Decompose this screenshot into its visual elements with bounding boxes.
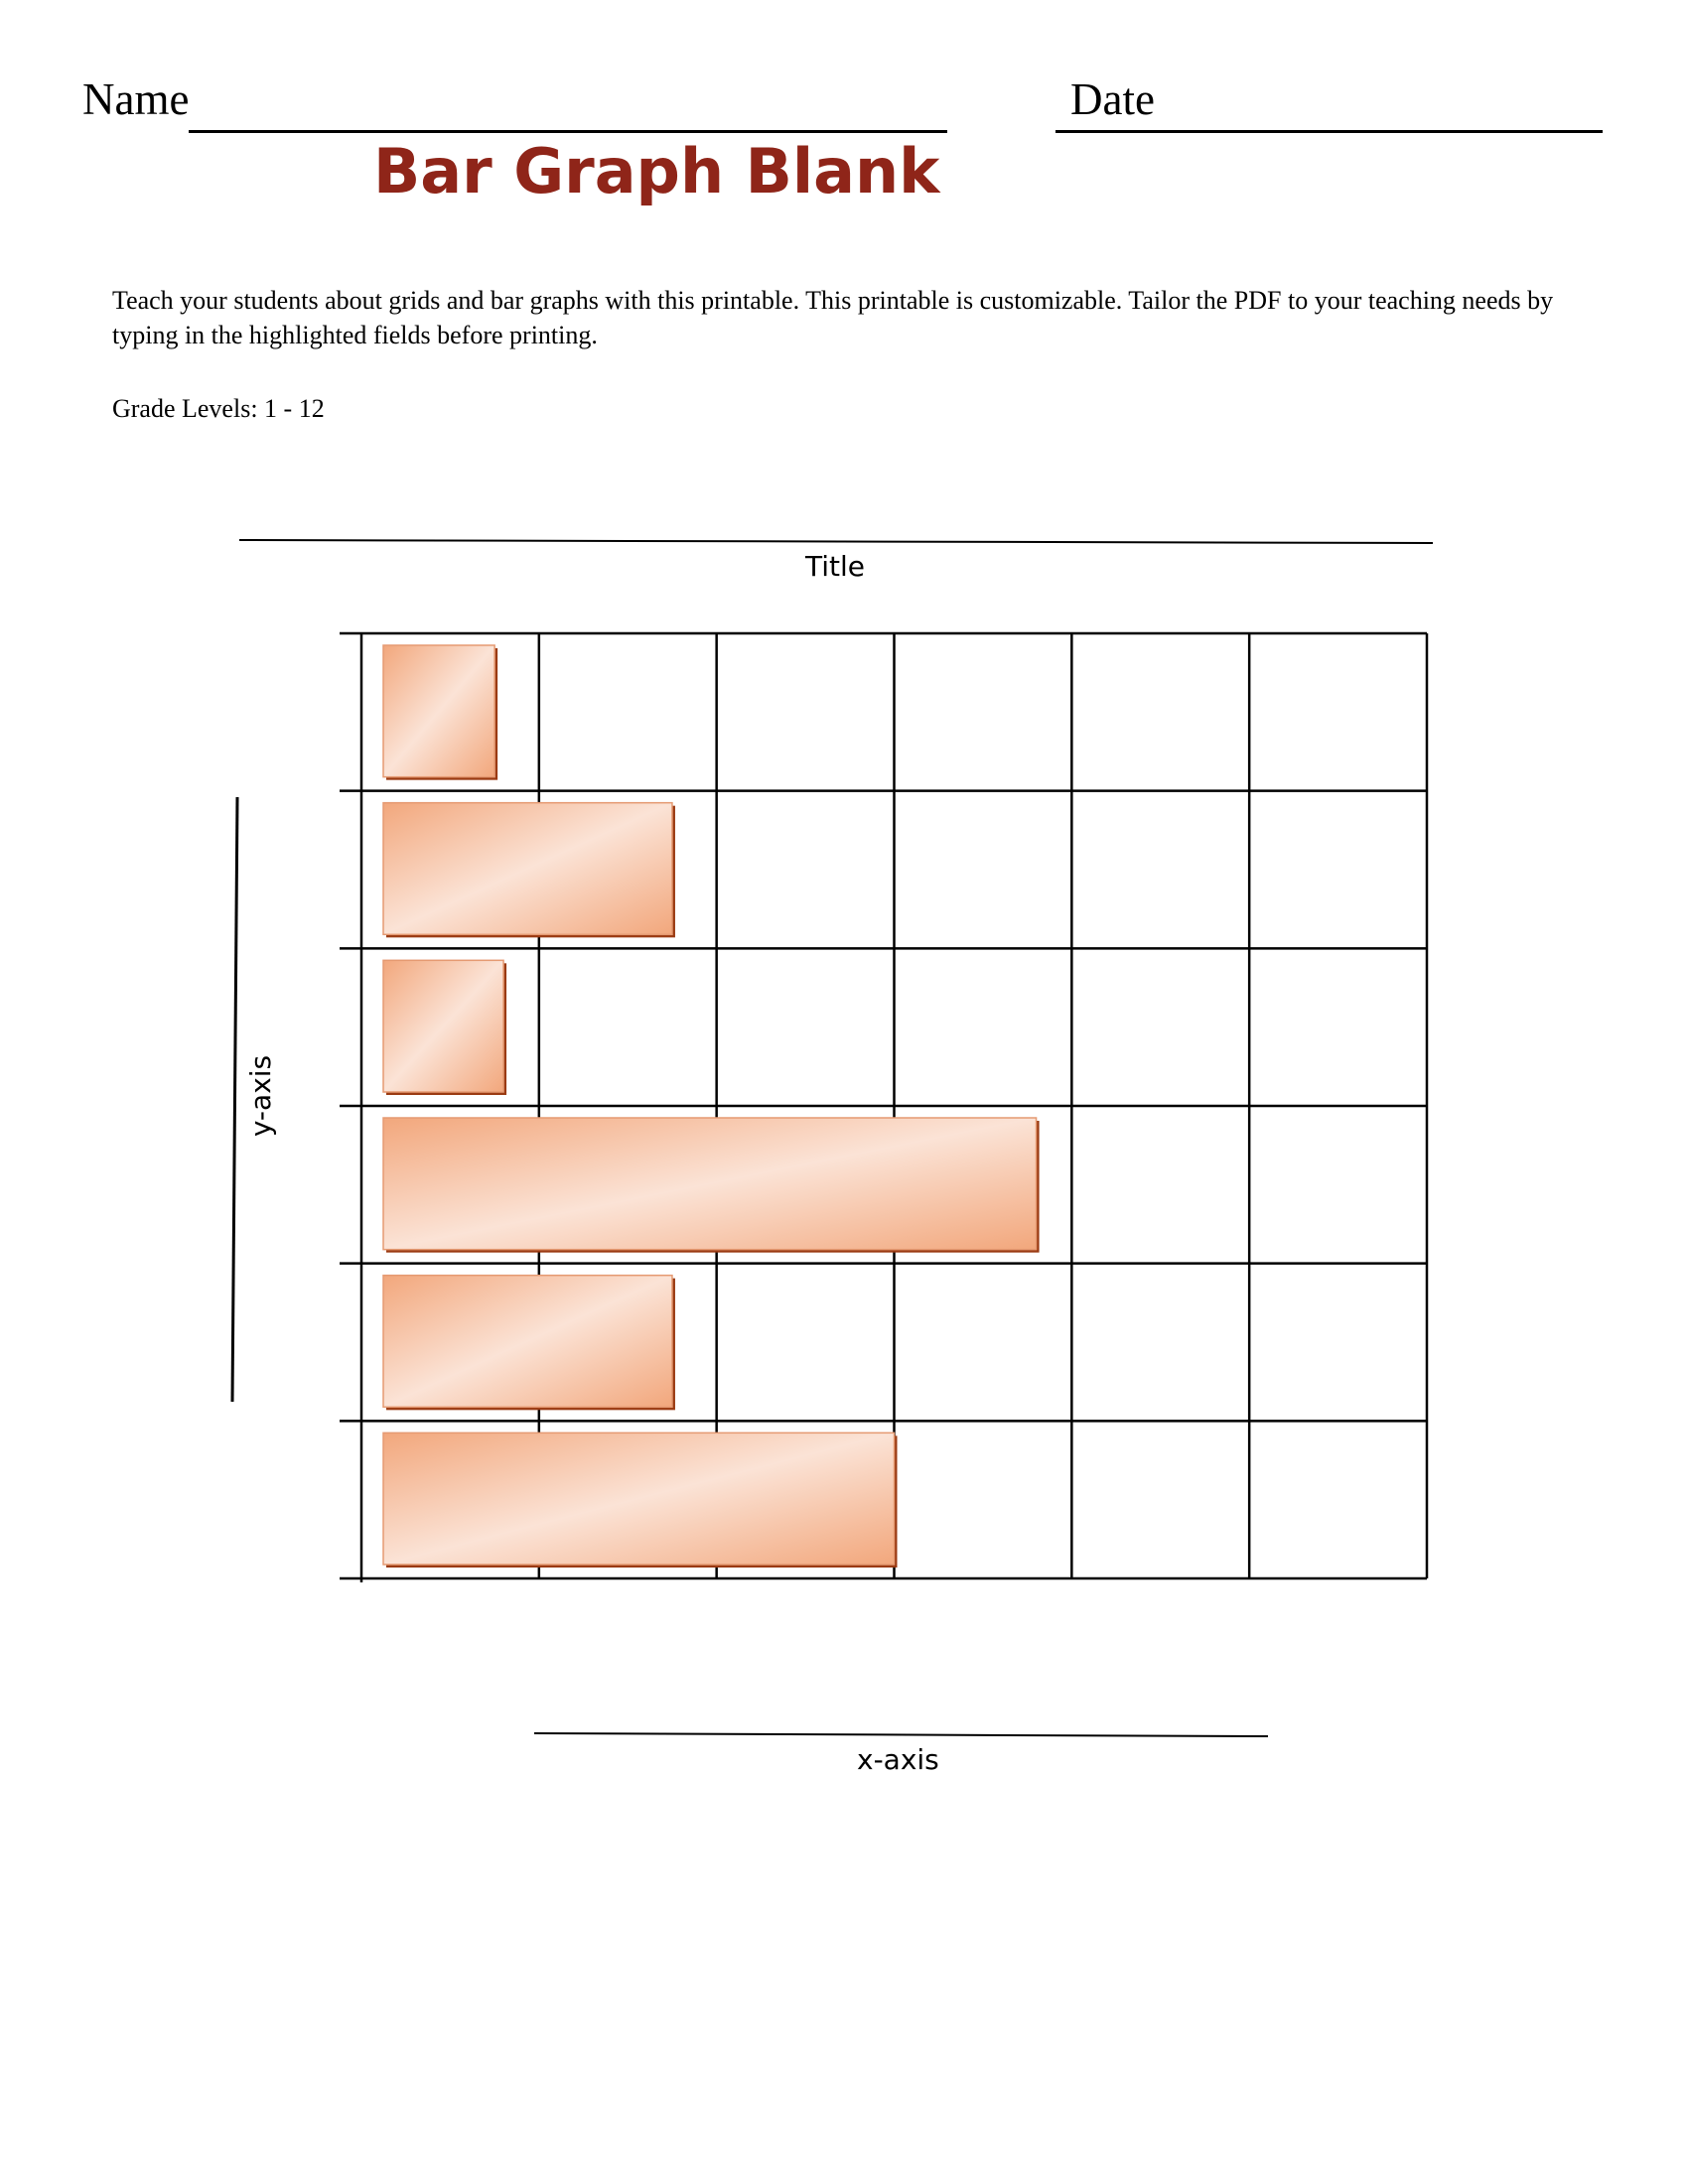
bar[interactable] <box>383 1118 1040 1253</box>
description-text: Teach your students about grids and bar graphs with this printable. This printable is customizable. Tailor the PDF to your teaching needs by typing in the highlighted fields before printing. <box>112 286 1554 349</box>
y-axis-label-line[interactable] <box>232 797 237 1402</box>
bar[interactable] <box>383 645 497 780</box>
date-label: Date <box>1070 74 1155 124</box>
bar-fill <box>383 1433 895 1565</box>
bar[interactable] <box>383 960 506 1095</box>
grade-levels-text: Grade Levels: 1 - 12 <box>112 394 325 423</box>
bar-fill <box>383 960 503 1092</box>
bar-fill <box>383 645 494 777</box>
x-axis-label: x-axis <box>857 1743 939 1776</box>
bar[interactable] <box>383 1276 675 1411</box>
chart-title-line[interactable] <box>239 540 1433 543</box>
bar[interactable] <box>383 1433 898 1568</box>
bar-fill <box>383 1276 672 1408</box>
y-axis-label: y-axis <box>244 1054 278 1138</box>
x-axis-label-line[interactable] <box>534 1733 1268 1736</box>
chart-title: Title <box>805 550 866 583</box>
name-label: Name <box>82 74 190 124</box>
bar-fill <box>383 1118 1037 1250</box>
bar-fill <box>383 803 672 935</box>
page-title: Bar Graph Blank <box>373 135 940 207</box>
bar[interactable] <box>383 803 675 938</box>
